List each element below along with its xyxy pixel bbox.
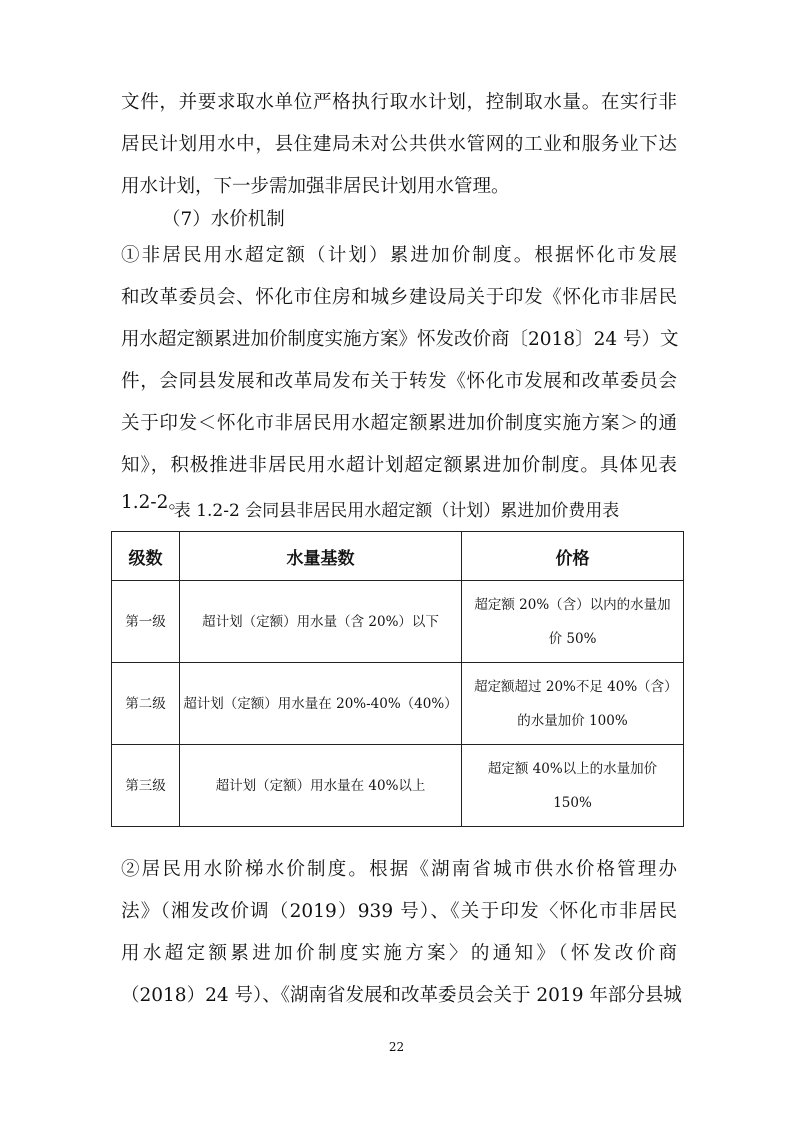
table-caption: 表 1.2-2 会同县非居民用水超定额（计划）累进加价费用表 [173, 501, 620, 521]
price-table [111, 531, 684, 827]
intro-line-2: 居民计划用水中，县住建局未对公共供水管网的工业和服务业下达 [121, 134, 677, 155]
water-base-cell: 超计划（定额）用水量在 20%-40%（40%） [180, 663, 462, 745]
table-row [112, 745, 684, 827]
table-header-row [112, 532, 684, 581]
water-base-cell: 超计划（定额）用水量（含 20%）以下 [180, 581, 462, 663]
item2-line-1: ②居民用水阶梯水价制度。根据《湖南省城市供水价格管理办 [121, 859, 677, 880]
level-cell: 第一级 [112, 581, 180, 663]
header-price: 价格 [462, 532, 684, 581]
price-cell: 超定额 40%以上的水量加价 150% [462, 745, 684, 827]
section-heading: （7）水价机制 [162, 209, 285, 230]
table-row [112, 663, 684, 745]
table-row [112, 581, 684, 663]
item1-line-3: 用水超定额累进加价制度实施方案》怀发改价商〔2018〕24 号）文 [121, 329, 679, 350]
header-water-base: 水量基数 [180, 532, 462, 581]
item1-line-2: 和改革委员会、怀化市住房和城乡建设局关于印发《怀化市非居民 [121, 287, 677, 308]
item1-line-7: 1.2-2。 [121, 492, 187, 513]
price-cell: 超定额超过 20%不足 40%（含）的水量加价 100% [462, 663, 684, 745]
item2-line-4: （2018）24 号）、《湖南省发展和改革委员会关于 2019 年部分县城 [121, 985, 682, 1006]
item1-line-1: ①非居民用水超定额（计划）累进加价制度。根据怀化市发展 [121, 245, 677, 266]
page-number: 22 [388, 1040, 405, 1054]
header-level: 级数 [112, 532, 180, 581]
item1-line-4: 件，会同县发展和改革局发布关于转发《怀化市发展和改革委员会 [121, 371, 677, 392]
price-cell: 超定额 20%（含）以内的水量加价 50% [462, 581, 684, 663]
item2-line-3: 用水超定额累进加价制度实施方案〉的通知》（怀发改价商 [121, 943, 677, 964]
intro-line-3: 用水计划，下一步需加强非居民计划用水管理。 [121, 176, 510, 197]
item1-line-6: 知》，积极推进非居民用水超计划超定额累进加价制度。具体见表 [121, 455, 677, 476]
level-cell: 第三级 [112, 745, 180, 827]
water-base-cell: 超计划（定额）用水量在 40%以上 [180, 745, 462, 827]
item1-line-5: 关于印发＜怀化市非居民用水超定额累进加价制度实施方案＞的通 [121, 413, 677, 434]
intro-line-1: 文件，并要求取水单位严格执行取水计划，控制取水量。在实行非 [121, 92, 677, 113]
level-cell: 第二级 [112, 663, 180, 745]
item2-line-2: 法》（湘发改价调（2019）939 号）、《关于印发〈怀化市非居民 [121, 901, 677, 922]
